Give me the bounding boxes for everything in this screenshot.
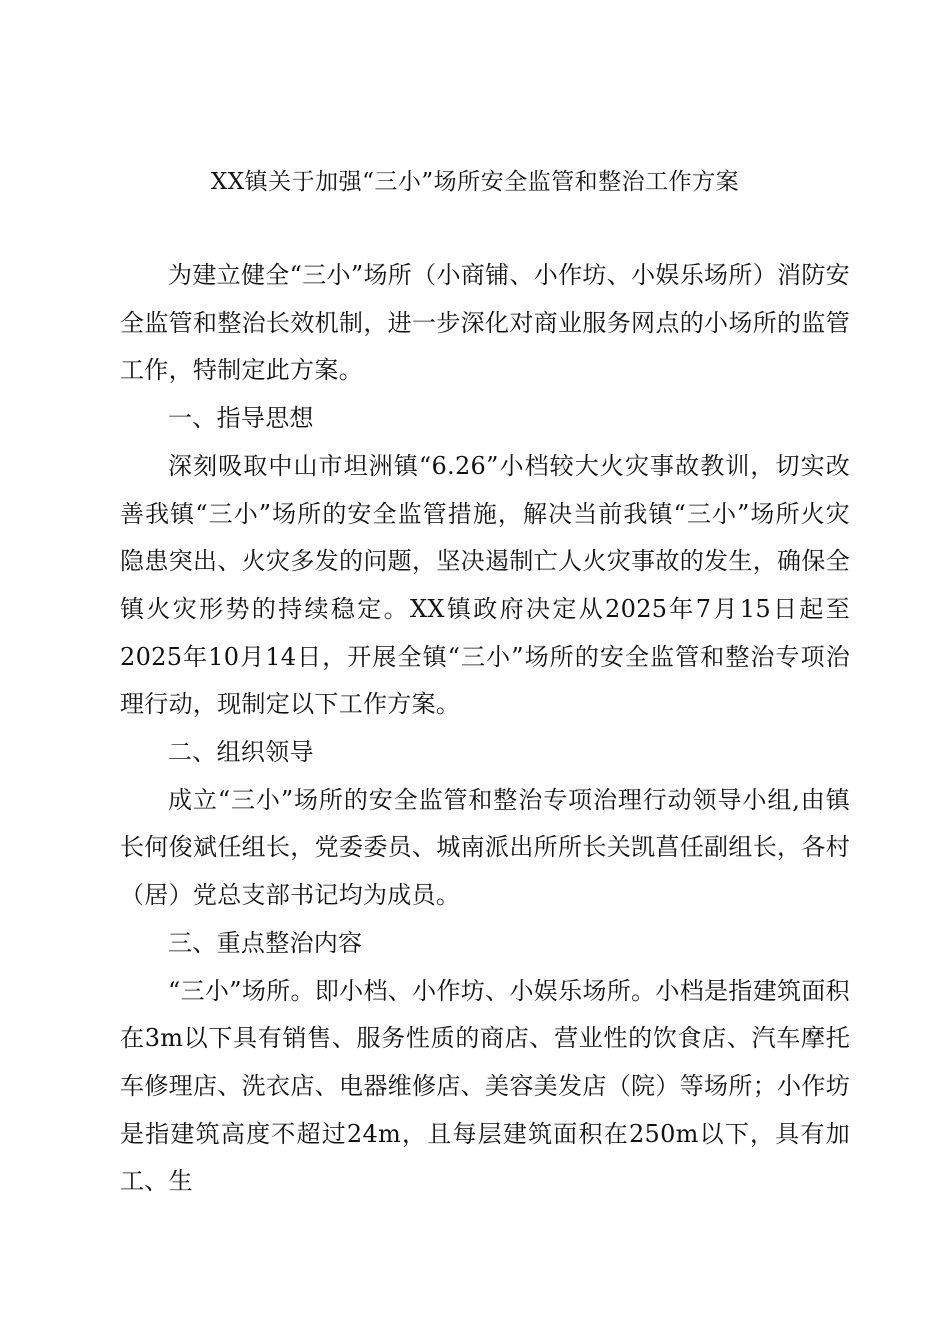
organization-paragraph: 成立“三小”场所的安全监管和整治专项治理行动领导小组,由镇长何俊斌任组长，党委委员、城南派出所所长关凯菖任副组长，各村（居）党总支部书记均为成员。	[120, 785, 850, 910]
section-heading-guiding-thought: 一、指导思想	[168, 404, 314, 433]
intro-paragraph: 为建立健全“三小”场所（小商铺、小作坊、小娱乐场所）消防安全监管和整治长效机制，进一步深化对商业服务网点的小场所的监管工作，特制定此方案。	[120, 261, 850, 385]
section-heading-organization: 二、组织领导	[168, 738, 314, 767]
key-content-paragraph: “三小”场所。即小档、小作坊、小娱乐场所。小档是指建筑面积在3m以下具有销售、服务性质的商店、营业性的饮食店、汽车摩托车修理店、洗衣店、电器维修店、美容美发店（院）等场所；小作坊是指建筑高度不超过24m，且每层建筑面积在250m以下，具有加工、生	[120, 976, 850, 1196]
document-body	[120, 252, 850, 1206]
section-heading-key-content: 三、重点整治内容	[168, 928, 363, 957]
guiding-thought-paragraph: 深刻吸取中山市坦洲镇“6.26”小档较大火灾事故教训，切实改善我镇“三小”场所的安全监管措施，解决当前我镇“三小”场所火灾隐患突出、火灾多发的问题，坚决遏制亡人火灾事故的发生，确保全镇火灾形势的持续稳定。XX镇政府决定从2025年7月15日起至2025年10月14日，开展全镇“三小”场所的安全监管和整治专项治理行动，现制定以下工作方案。	[120, 451, 850, 719]
document-title: XX镇关于加强“三小”场所安全监管和整治工作方案	[210, 169, 740, 195]
